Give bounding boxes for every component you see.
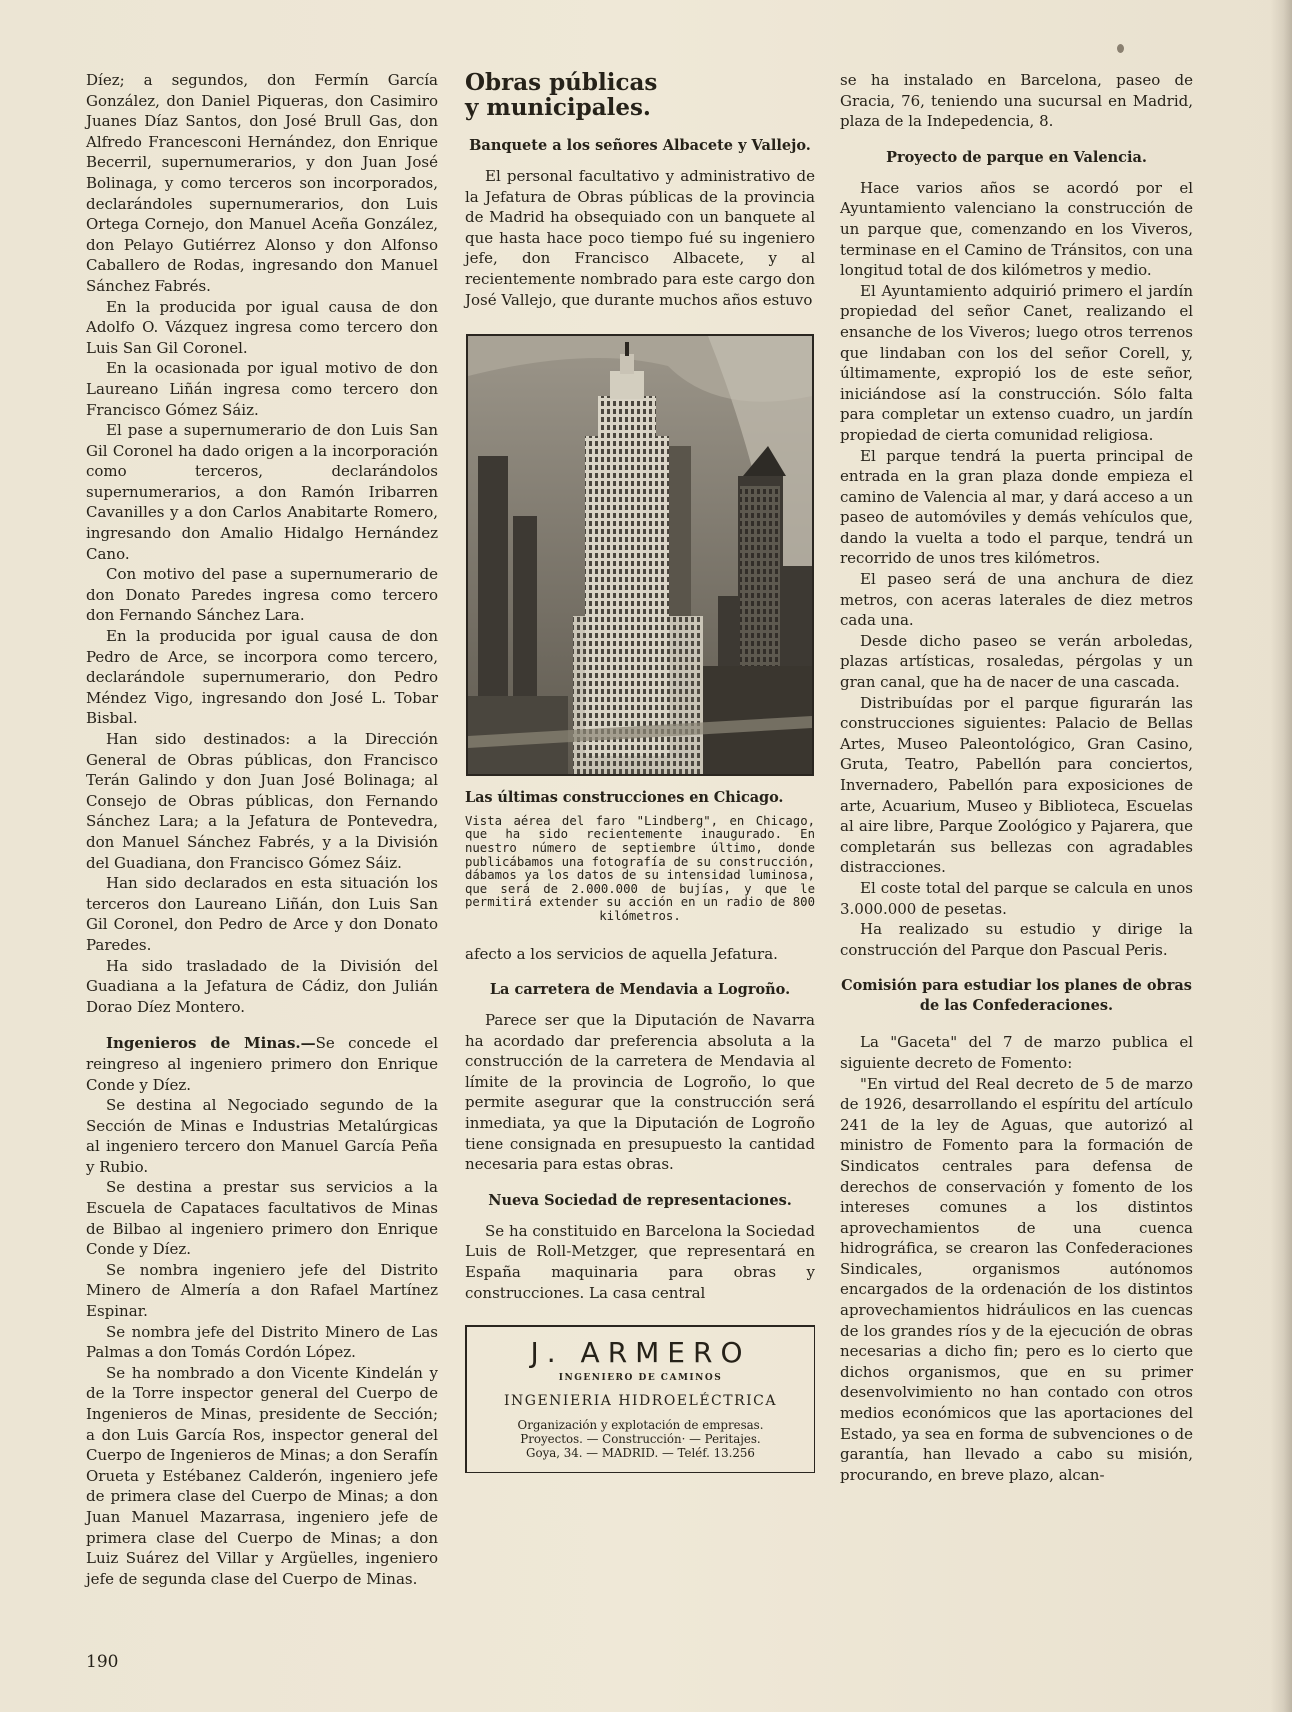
sociedad-paragraph: Se ha constituido en Barcelona la Sociedad Luis de Roll-Metzger, que representará en España maquinaria para obras y construcciones. La casa central xyxy=(465,1221,815,1302)
paragraph: El paseo será de una anchura de diez metros, con aceras laterales de diez metros cada una. xyxy=(840,570,1193,630)
paragraph: El coste total del parque se calcula en unos 3.000.000 de pesetas. xyxy=(840,878,1193,918)
carretera-paragraph: Parece ser que la Diputación de Navarra ha acordado dar preferencia absoluta a la construcción de la carretera de Mendavia al límite de la provincia de Logroño, lo que permite asegurar que la construcción será inmediata, ya que la Diputación de Logroño tiene consignada en presupuesto la cantidad necesaria para estas obras. xyxy=(465,1011,815,1174)
paragraph: Se nombra ingeniero jefe del Distrito Minero de Almería a don Rafael Martínez Espinar. xyxy=(86,1260,438,1321)
paragraph: La "Gaceta" del 7 de marzo publica el siguiente decreto de Fomento: xyxy=(840,1033,1193,1072)
advert-line: Organización y explotación de empresas. xyxy=(517,1418,764,1432)
banquete-paragraph: El personal facultativo y administrativo de la Jefatura de Obras públicas de la provincia de Madrid ha obsequiado con un banquete al que hasta hace poco tiempo fué su ingeniero jefe, don Francisco Albacete, y al recientemente nombrado para este cargo don José Vallejo, que durante muchos años estuvo xyxy=(465,167,815,309)
banquete-continuation: afecto a los servicios de aquella Jefatura. xyxy=(465,944,778,963)
right-column xyxy=(840,70,1193,1485)
section-title-line-2: y municipales. xyxy=(465,94,651,121)
paragraph: Con motivo del pase a supernumerario de don Donato Paredes ingresa como tercero don Fernando Sánchez Lara. xyxy=(86,565,438,625)
paragraph: Se ha nombrado a don Vicente Kindelán y de la Torre inspector general del Cuerpo de Ingenieros de Minas, presidente de Sección; a don Luis García Ros, inspector general del Cuerpo de Ingenieros de Minas; a don Serafín Orueta y Estébanez Calderón, ingeniero jefe de primera clase del Cuerpo de Minas; a don Juan Manuel Mazarrasa, ingeniero jefe de primera clase del Cuerpo de Minas; a don Luiz Suárez del Villar y Argüelles, ingeniero jefe de segunda clase del Cuerpo de Minas. xyxy=(86,1363,438,1588)
photo-caption-title: Las últimas construcciones en Chicago. xyxy=(465,789,784,807)
paragraph: Díez; a segundos, don Fermín García González, don Daniel Piqueras, don Casimiro Juanes Díaz Santos, don José Brull Gas, don Alfredo Francesconi Hernández, don Enrique Becerril, supernumerarios, y don Juan José Bolinaga, y como terceros son incorporados, declarándoles supernumerarios, don Luis Ortega Cornejo, don Manuel Aceña González, don Pelayo Gutiérrez Alonso y don Alfonso Caballero de Rodas, ingresando don Manuel Sánchez Fabrés. xyxy=(86,71,438,295)
sociedad-heading: Nueva Sociedad de representaciones. xyxy=(488,1191,792,1209)
middle-column xyxy=(465,70,815,1473)
minas-heading: Ingenieros de Minas.— xyxy=(106,1034,316,1053)
advert-line: Proyectos. — Construcción· — Peritajes. xyxy=(520,1432,761,1446)
paragraph: Distribuídas por el parque figurarán las construcciones siguientes: Palacio de Bellas Artes, Museo Paleontológico, Gran Casino, Gruta, Teatro, Pabellón para conciertos, Invernadero, Pabellón para exposiciones de arte, Acuarium, Museo y Biblioteca, Escuelas al aire libre, Parque Zoológico y Pajarera, que completarán sus bellezas con agradables distracciones. xyxy=(840,693,1193,877)
sociedad-continuation: se ha instalado en Barcelona, paseo de Gracia, 76, teniendo una sucursal en Madrid, plaza de la Indepedencia, 8. xyxy=(840,71,1193,131)
chicago-aerial-photo xyxy=(466,334,814,776)
banquete-heading: Banquete a los señores Albacete y Vallejo. xyxy=(469,137,811,154)
photo-caption: Vista aérea del faro "Lindberg", en Chicago, que ha sido recientemente inaugurado. En nuestro número de septiembre último, donde publicábamos una fotografía de su construcción, dábamos ya los datos de su intensidad luminosa, que será de 2.000.000 de bujías, y que le permitirá extender su acción en un radio de 800 kilómetros. xyxy=(465,813,815,923)
minas-paragraph xyxy=(86,1033,438,1095)
carretera-heading: La carretera de Mendavia a Logroño. xyxy=(489,981,791,999)
paragraph: El pase a supernumerario de don Luis San Gil Coronel ha dado origen a la incorporación como terceros, declarándolos supernumerarios, a don Ramón Iribarren Cavanilles y a don Carlos Anabitarte Romero, ingresando don Amalio Hidalgo Hernández Cano. xyxy=(86,421,438,563)
paragraph: "En virtud del Real decreto de 5 de marzo de 1926, desarrollando el espíritu del artículo 241 de la ley de Aguas, que autorizó al ministro de Fomento para la formación de Sindicatos centrales para defensa de derechos de conservación y fomento de los intereses comunes a los distintos aprovechamientos de una cuenca hidrográfica, se crearon las Confederaciones Sindicales, organismos autónomos encargados de la ordenación de los distintos aprovechamientos hidráulicos en las cuencas de los grandes ríos y de la ejecución de obras necesarias a dicho fin; pero es lo cierto que dichos organismos, que en su primer desenvolvimiento no han contado con otros medios económicos que las aportaciones del Estado, ya sea en forma de subvenciones o de garantía, han llevado a cabo su misión, procurando, en breve plazo, alcan- xyxy=(840,1074,1193,1484)
parque-heading: Proyecto de parque en Valencia. xyxy=(886,148,1147,166)
section-title xyxy=(465,70,815,120)
paragraph: Se destina a prestar sus servicios a la Escuela de Capataces facultativos de Minas de Bilbao al ingeniero primero don Enrique Conde y Díez. xyxy=(86,1178,438,1259)
paragraph: En la producida por igual causa de don Pedro de Arce, se incorpora como tercero, declarándole supernumerario, don Pedro Méndez Vigo, ingresando don José L. Tobar Bisbal. xyxy=(86,627,438,728)
advert-name: J. ARMERO xyxy=(530,1336,751,1370)
paragraph: Hace varios años se acordó por el Ayuntamiento valenciano la construcción de un parque que, comenzando en los Viveros, terminase en el Camino de Tránsitos, con una longitud total de dos kilómetros y medio. xyxy=(840,178,1193,280)
section-title-line-1: Obras públicas xyxy=(465,69,658,96)
paragraph: Se destina al Negociado segundo de la Sección de Minas e Industrias Metalúrgicas al ingeniero tercero don Manuel García Peña y Rubio. xyxy=(86,1096,438,1176)
paragraph: El parque tendrá la puerta principal de entrada en la gran plaza donde empieza el camino de Valencia al mar, y dará acceso a un paseo de automóviles y demás vehículos que, dando la vuelta a todo el parque, tendrá un recorrido de unos tres kilómetros. xyxy=(840,446,1193,568)
paragraph: Se nombra jefe del Distrito Minero de Las Palmas a don Tomás Cordón López. xyxy=(86,1322,438,1362)
paragraph: En la producida por igual causa de don Adolfo O. Vázquez ingresa como tercero don Luis San Gil Coronel. xyxy=(86,297,438,357)
comision-heading: Comisión para estudiar los planes de obras de las Confederaciones. xyxy=(841,977,1192,1015)
advert-specialty: INGENIERIA HIDROELÉCTRICA xyxy=(504,1393,777,1410)
skyscraper-illustration xyxy=(468,336,812,774)
paragraph: Han sido declarados en esta situación los terceros don Laureano Liñán, don Luis San Gil Coronel, don Pedro de Arce y don Donato Paredes. xyxy=(86,874,438,954)
paragraph: Ha realizado su estudio y dirige la construcción del Parque don Pascual Peris. xyxy=(840,920,1193,959)
armero-advertisement xyxy=(465,1325,815,1473)
advert-subtitle: INGENIERO DE CAMINOS xyxy=(558,1372,723,1383)
page-edge-shadow xyxy=(1270,0,1292,1712)
page-number: 190 xyxy=(86,1652,119,1672)
print-speck xyxy=(1117,44,1124,53)
left-column xyxy=(86,70,438,1589)
advert-address: Goya, 34. — MADRID. — Teléf. 13.256 xyxy=(526,1446,755,1460)
paragraph: Ha sido trasladado de la División del Guadiana a la Jefatura de Cádiz, don Julián Dorao Díez Montero. xyxy=(86,956,438,1016)
paragraph: El Ayuntamiento adquirió primero el jardín propiedad del señor Canet, realizando el ensanche de los Viveros; luego otros terrenos que lindaban con los del señor Corell, y, últimamente, expropió los de este señor, iniciándose así la construcción. Sólo falta para completar un extenso cuadro, un jardín propiedad de cierta comunidad religiosa. xyxy=(840,281,1193,444)
paragraph: En la ocasionada por igual motivo de don Laureano Liñán ingresa como tercero don Francisco Gómez Sáiz. xyxy=(86,359,438,419)
minas-first-text: Se concede el reingreso al ingeniero primero don Enrique Conde y Díez. xyxy=(86,1034,438,1094)
paragraph: Desde dicho paseo se verán arboledas, plazas artísticas, rosaledas, pérgolas y un gran canal, que ha de nacer de una cascada. xyxy=(840,631,1193,692)
paragraph: Han sido destinados: a la Dirección General de Obras públicas, don Francisco Terán Galindo y don Juan José Bolinaga; al Consejo de Obras públicas, don Fernando Sánchez Lara; a la Jefatura de Pontevedra, don Manuel Sánchez Fabrés, y a la División del Guadiana, don Francisco Gómez Sáiz. xyxy=(86,730,438,872)
